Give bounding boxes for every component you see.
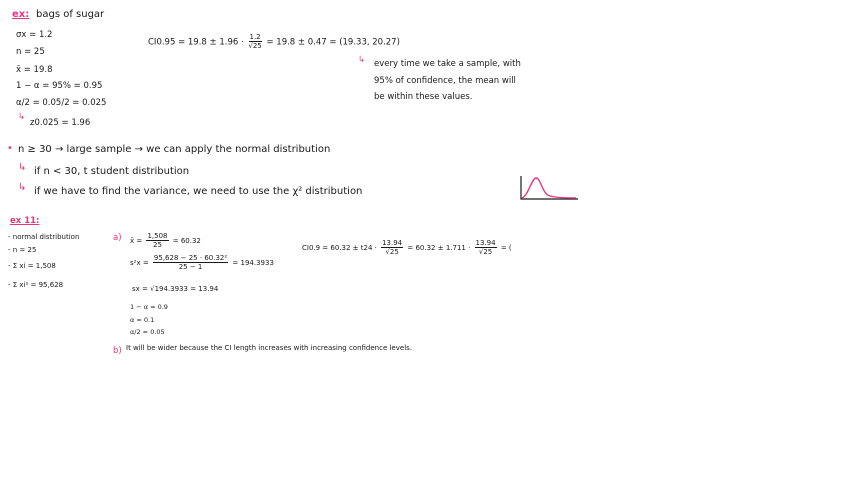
ex11-given-n: - n = 25 — [8, 246, 37, 254]
ex1-ci-frac-num: 1.2 — [249, 33, 261, 41]
ex1-given-z: z0.025 = 1.96 — [30, 118, 91, 128]
ex1-ci-lhs: CI0.95 = 19.8 ± 1.96 · — [148, 37, 244, 48]
ex1-given-alpha-half: α/2 = 0.05/2 = 0.025 — [16, 98, 107, 108]
ex1-interpretation-line1: every time we take a sample, with — [374, 59, 521, 69]
ex11-ci-fraction-2 — [475, 240, 497, 256]
ex11-ci-num2: 13.94 — [475, 239, 496, 247]
ex11-alpha: α = 0.1 — [130, 316, 155, 324]
notes-line3: if we have to find the variance, we need to use the χ² distribution — [34, 186, 363, 197]
ex11-mean-formula — [130, 233, 201, 249]
ex11-ci-formula — [302, 240, 512, 256]
ex11-ci-num1: 13.94 — [382, 239, 403, 247]
ex11-mean-lhs: x̄ = — [130, 237, 143, 245]
ex11-mean-num: 1,508 — [147, 232, 168, 240]
ex11-ci-den1: √25 — [385, 248, 399, 256]
ex11-ci-rhs: = ( — [500, 244, 512, 252]
ex11-part-a-label: a) — [113, 233, 122, 243]
ex1-title: bags of sugar — [36, 9, 105, 20]
ex11-given-sum-squares: - Σ xi² = 95,628 — [8, 281, 64, 289]
ex1-given-mean: x̄ = 19.8 — [16, 65, 53, 75]
arrow-icon: ↳ — [18, 182, 27, 193]
ex11-part-b-answer: It will be wider because the CI length increases with increasing confidence levels. — [126, 344, 413, 352]
notes-line2: if n < 30, t student distribution — [34, 166, 190, 177]
ex1-heading: ex: — [12, 9, 30, 20]
bullet-icon: • — [7, 143, 13, 154]
ex1-ci-rhs: = 19.8 ± 0.47 = (19.33, 20.27) — [266, 37, 400, 48]
ex1-interpretation-line3: be within these values. — [374, 92, 473, 102]
ex1-given-n: n = 25 — [16, 47, 45, 57]
ex11-ci-fraction-1 — [381, 240, 403, 256]
ex11-given-sum: - Σ xi = 1,508 — [8, 262, 56, 270]
ex1-ci-frac-den: √25 — [248, 42, 262, 50]
ex1-given-confidence: 1 − α = 95% = 0.95 — [16, 81, 103, 91]
ex11-var-num: 95,628 − 25 · 60.32² — [153, 254, 228, 262]
ex11-part-b-label: b) — [113, 346, 122, 356]
ex1-interpretation-line2: 95% of confidence, the mean will — [374, 76, 516, 86]
ex11-variance-formula — [130, 255, 274, 271]
ex11-var-fraction — [153, 255, 228, 271]
ex1-given-sigma: σx = 1.2 — [16, 30, 53, 40]
ex11-std-dev: sx = √194.3933 = 13.94 — [132, 285, 219, 293]
chi-squared-distribution-sketch-icon — [518, 174, 580, 202]
ex11-confidence: 1 − α = 0.9 — [130, 303, 168, 311]
ex11-ci-mid: = 60.32 ± 1.711 · — [407, 244, 471, 252]
notes-line1: n ≥ 30 → large sample → we can apply the normal distribution — [18, 144, 331, 155]
ex1-ci-fraction — [248, 34, 261, 50]
ex11-mean-rhs: = 60.32 — [172, 237, 201, 245]
ex11-alpha-half: α/2 = 0.05 — [130, 328, 165, 336]
arrow-icon: ↳ — [358, 55, 366, 65]
arrow-icon: ↳ — [18, 162, 27, 173]
arrow-icon: ↳ — [18, 112, 26, 122]
ex1-ci-formula — [148, 34, 400, 50]
ex11-var-lhs: s²x = — [130, 259, 149, 267]
ex11-mean-den: 25 — [153, 241, 162, 249]
ex11-heading: ex 11: — [10, 216, 40, 226]
ex11-mean-fraction — [146, 233, 168, 249]
ex11-given-distribution: - normal distribution — [8, 233, 80, 241]
ex11-ci-den2: √25 — [478, 248, 493, 256]
ex11-var-rhs: = 194.3933 — [232, 259, 274, 267]
ex11-ci-lhs: CI0.9 = 60.32 ± t24 · — [302, 244, 377, 252]
ex11-var-den: 25 − 1 — [178, 263, 203, 271]
